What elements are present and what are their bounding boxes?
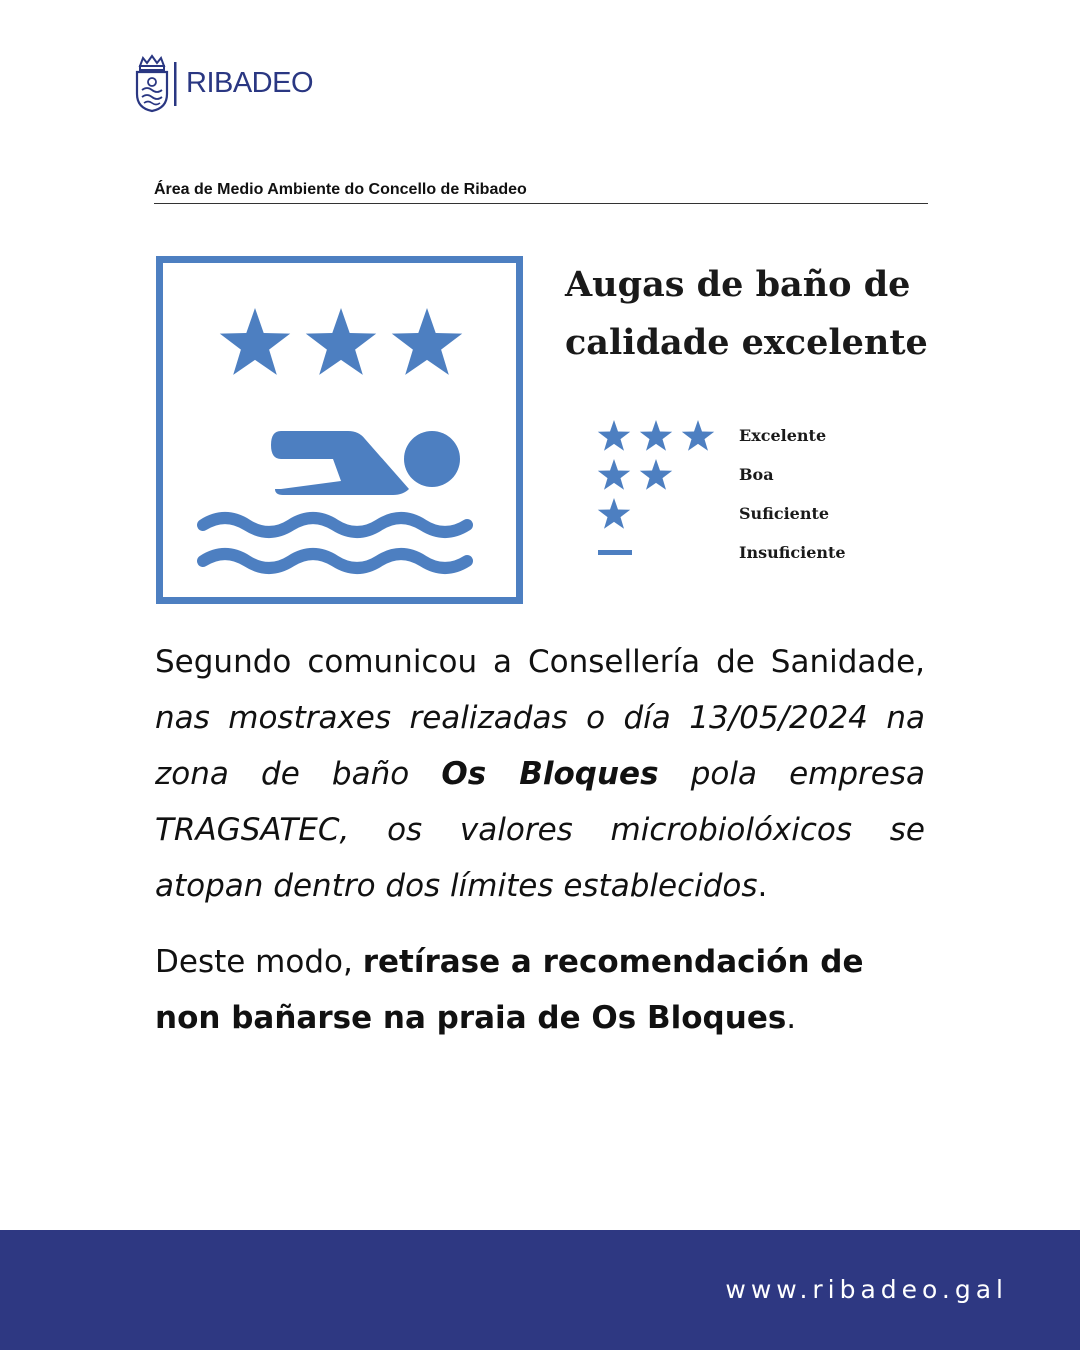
swimmer-body (271, 431, 409, 495)
wave-line (203, 518, 467, 532)
legend-label: Insuficiente (739, 543, 846, 562)
swimmer-head (404, 431, 460, 487)
beach-name: Os Bloques (441, 756, 659, 792)
p1-end: . (757, 868, 768, 904)
logo-text: RIBADEO (186, 67, 314, 99)
dash-icon (596, 535, 726, 574)
paragraph-2 (155, 934, 925, 1046)
p2-end: . (786, 1000, 797, 1036)
paragraph-1 (155, 634, 925, 914)
two-stars-icon (596, 457, 726, 496)
legend-label: Suficiente (739, 504, 830, 523)
legend-row (596, 418, 936, 457)
quality-legend (596, 418, 936, 574)
title-line-2: calidade excelente (565, 322, 928, 363)
badge-star-icon (392, 308, 462, 375)
ribadeo-logo (132, 54, 332, 114)
footer-bar (0, 1230, 1080, 1350)
badge-star-icon (220, 308, 290, 375)
legend-row (596, 535, 936, 574)
department-header: Área de Medio Ambiente do Concello de Ribadeo (154, 181, 928, 204)
logo-divider (174, 62, 178, 106)
website-link[interactable]: www.ribadeo.gal (725, 1275, 1008, 1304)
three-stars-icon (596, 418, 726, 457)
p2-intro: Deste modo, (155, 944, 363, 980)
badge-star-icon (306, 308, 376, 375)
wave-line (203, 554, 467, 568)
coat-of-arms-icon (132, 54, 172, 114)
classification-title (565, 256, 945, 372)
legend-row (596, 496, 936, 535)
one-star-icon (596, 496, 726, 535)
p1-intro: Segundo comunicou a Consellería de Sanidade, (155, 644, 925, 680)
title-line-1: Augas de baño de (565, 264, 911, 305)
bathing-water-badge (156, 256, 523, 604)
announcement-body (155, 634, 925, 1046)
p2-bold: retírase a recomendación de non bañarse na praia de Os Bloques (155, 944, 864, 1036)
legend-label: Excelente (739, 426, 827, 445)
legend-label: Boa (739, 465, 774, 484)
p1-italic-a: nas mostraxes realizadas o día 13/05/2024 na zona de baño (155, 700, 925, 792)
p1-italic-b: pola empresa TRAGSATEC, os valores microbiolóxicos se atopan dentro dos límites establecidos (155, 756, 926, 904)
legend-row (596, 457, 936, 496)
swimmer-three-stars-icon (163, 263, 516, 597)
